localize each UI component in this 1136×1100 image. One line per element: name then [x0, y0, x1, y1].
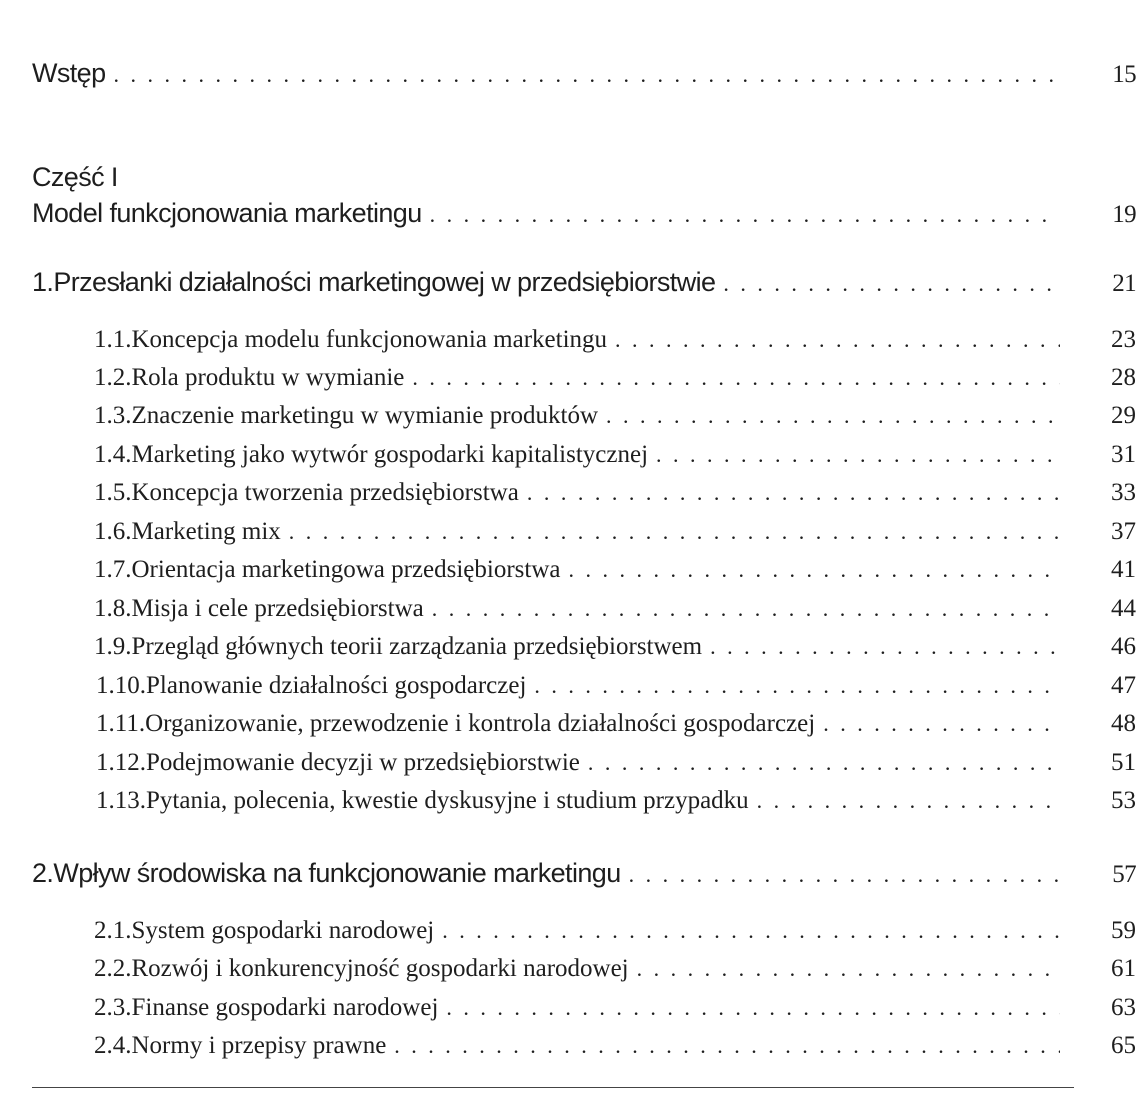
- toc-entry-section-1-5[interactable]: [0, 479, 1136, 507]
- section-title: Pytania, polecenia, kwestie dyskusyjne i studium przypadku: [146, 787, 749, 814]
- part-title: Model funkcjonowania marketingu: [32, 198, 422, 228]
- section-page: 65: [1111, 1032, 1136, 1059]
- section-page: 63: [1111, 994, 1136, 1021]
- leader-dots: [446, 995, 1060, 1021]
- leader-dots: [757, 788, 1060, 814]
- section-number: 1.9.: [94, 633, 132, 660]
- chapter-title: Wpływ środowiska na funkcjonowanie marketingu: [53, 858, 621, 888]
- toc-entry-section-1-6[interactable]: [0, 518, 1136, 546]
- leader-dots: [723, 271, 1060, 297]
- section-number: 1.2.: [94, 364, 132, 391]
- leader-dots: [430, 202, 1060, 228]
- section-page: 51: [1111, 749, 1136, 776]
- section-title: Przegląd głównych teorii zarządzania przedsiębiorstwem: [131, 633, 703, 660]
- toc-entry-section-1-8[interactable]: [0, 595, 1136, 623]
- section-number: 1.5.: [94, 479, 132, 506]
- section-page: 53: [1111, 787, 1136, 814]
- section-page: 29: [1111, 402, 1136, 429]
- chapter-title: Przesłanki działalności marketingowej w przedsiębiorstwie: [53, 267, 716, 297]
- leader-dots: [394, 1033, 1060, 1059]
- chapter-number: 1.: [32, 267, 54, 297]
- leader-dots: [588, 750, 1060, 776]
- toc-entry-section-1-13[interactable]: [0, 787, 1136, 815]
- toc-entry-section-2-3[interactable]: [0, 994, 1136, 1022]
- toc-entry-part-1[interactable]: [0, 198, 1136, 229]
- section-number: 2.2.: [94, 955, 132, 982]
- section-page: 41: [1111, 556, 1136, 583]
- section-page: 33: [1111, 479, 1136, 506]
- section-page: 61: [1111, 955, 1136, 982]
- leader-dots: [527, 480, 1060, 506]
- bottom-rule-divider: [32, 1087, 1074, 1088]
- toc-entry-section-2-2[interactable]: [0, 955, 1136, 983]
- chapter-page: 21: [1112, 270, 1136, 297]
- toc-entry-intro[interactable]: [0, 58, 1136, 89]
- leader-dots: [710, 634, 1060, 660]
- toc-entry-section-1-7[interactable]: [0, 556, 1136, 584]
- section-number: 1.6.: [94, 518, 132, 545]
- section-number: 1.12.: [96, 749, 146, 776]
- section-page: 59: [1111, 917, 1136, 944]
- section-title: Rozwój i konkurencyjność gospodarki narodowej: [131, 955, 629, 982]
- section-number: 2.1.: [94, 917, 132, 944]
- leader-dots: [432, 596, 1060, 622]
- section-title: Normy i przepisy prawne: [131, 1032, 387, 1059]
- section-title: Orientacja marketingowa przedsiębiorstwa: [131, 556, 561, 583]
- toc-entry-section-1-1[interactable]: [0, 326, 1136, 354]
- section-number: 1.1.: [94, 326, 132, 353]
- toc-entry-section-1-10[interactable]: [0, 672, 1136, 700]
- leader-dots: [606, 403, 1060, 429]
- leader-dots: [289, 519, 1060, 545]
- toc-entry-section-1-4[interactable]: [0, 441, 1136, 469]
- section-page: 37: [1111, 518, 1136, 545]
- leader-dots: [442, 918, 1060, 944]
- section-title: Organizowanie, przewodzenie i kontrola działalności gospodarczej: [145, 710, 816, 737]
- toc-entry-section-1-9[interactable]: [0, 633, 1136, 661]
- toc-entry-section-2-1[interactable]: [0, 917, 1136, 945]
- section-number: 1.8.: [94, 595, 132, 622]
- section-title: System gospodarki narodowej: [131, 917, 435, 944]
- section-page: 31: [1111, 441, 1136, 468]
- section-page: 28: [1111, 364, 1136, 391]
- section-number: 1.4.: [94, 441, 132, 468]
- section-number: 1.7.: [94, 556, 132, 583]
- section-page: 44: [1111, 595, 1136, 622]
- section-page: 46: [1111, 633, 1136, 660]
- section-title: Marketing mix: [131, 518, 281, 545]
- section-title: Planowanie działalności gospodarczej: [146, 672, 527, 699]
- intro-title: Wstęp: [32, 58, 106, 88]
- section-title: Misja i cele przedsiębiorstwa: [131, 595, 424, 622]
- leader-dots: [637, 956, 1060, 982]
- section-number: 2.4.: [94, 1032, 132, 1059]
- leader-dots: [629, 862, 1060, 888]
- leader-dots: [656, 442, 1060, 468]
- toc-entry-section-1-2[interactable]: [0, 364, 1136, 392]
- section-number: 1.3.: [94, 402, 132, 429]
- section-page: 47: [1111, 672, 1136, 699]
- section-title: Rola produktu w wymianie: [131, 364, 405, 391]
- section-number: 1.11.: [96, 710, 146, 737]
- leader-dots: [114, 62, 1060, 88]
- section-number: 2.3.: [94, 994, 132, 1021]
- leader-dots: [823, 711, 1060, 737]
- leader-dots: [569, 557, 1061, 583]
- section-title: Podejmowanie decyzji w przedsiębiorstwie: [146, 749, 580, 776]
- section-title: Koncepcja modelu funkcjonowania marketingu: [131, 326, 608, 353]
- toc-entry-section-1-3[interactable]: [0, 402, 1136, 430]
- leader-dots: [615, 327, 1060, 353]
- toc-entry-chapter-2[interactable]: [0, 858, 1136, 889]
- section-number: 1.13.: [96, 787, 146, 814]
- section-number: 1.10.: [96, 672, 146, 699]
- part-label: Część I: [32, 162, 118, 192]
- section-title: Koncepcja tworzenia przedsiębiorstwa: [131, 479, 519, 506]
- intro-page: 15: [1112, 61, 1136, 88]
- leader-dots: [412, 365, 1060, 391]
- part-page: 19: [1112, 201, 1136, 228]
- section-page: 48: [1111, 710, 1136, 737]
- toc-entry-chapter-1[interactable]: [0, 267, 1136, 298]
- chapter-page: 57: [1112, 861, 1136, 888]
- section-page: 23: [1111, 326, 1136, 353]
- leader-dots: [534, 673, 1060, 699]
- toc-entry-section-1-12[interactable]: [0, 749, 1136, 777]
- chapter-number: 2.: [32, 858, 54, 888]
- toc-entry-section-2-4[interactable]: [0, 1032, 1136, 1060]
- section-title: Marketing jako wytwór gospodarki kapitalistycznej: [131, 441, 649, 468]
- toc-entry-section-1-11[interactable]: [0, 710, 1136, 738]
- section-title: Znaczenie marketingu w wymianie produktów: [131, 402, 599, 429]
- section-title: Finanse gospodarki narodowej: [131, 994, 439, 1021]
